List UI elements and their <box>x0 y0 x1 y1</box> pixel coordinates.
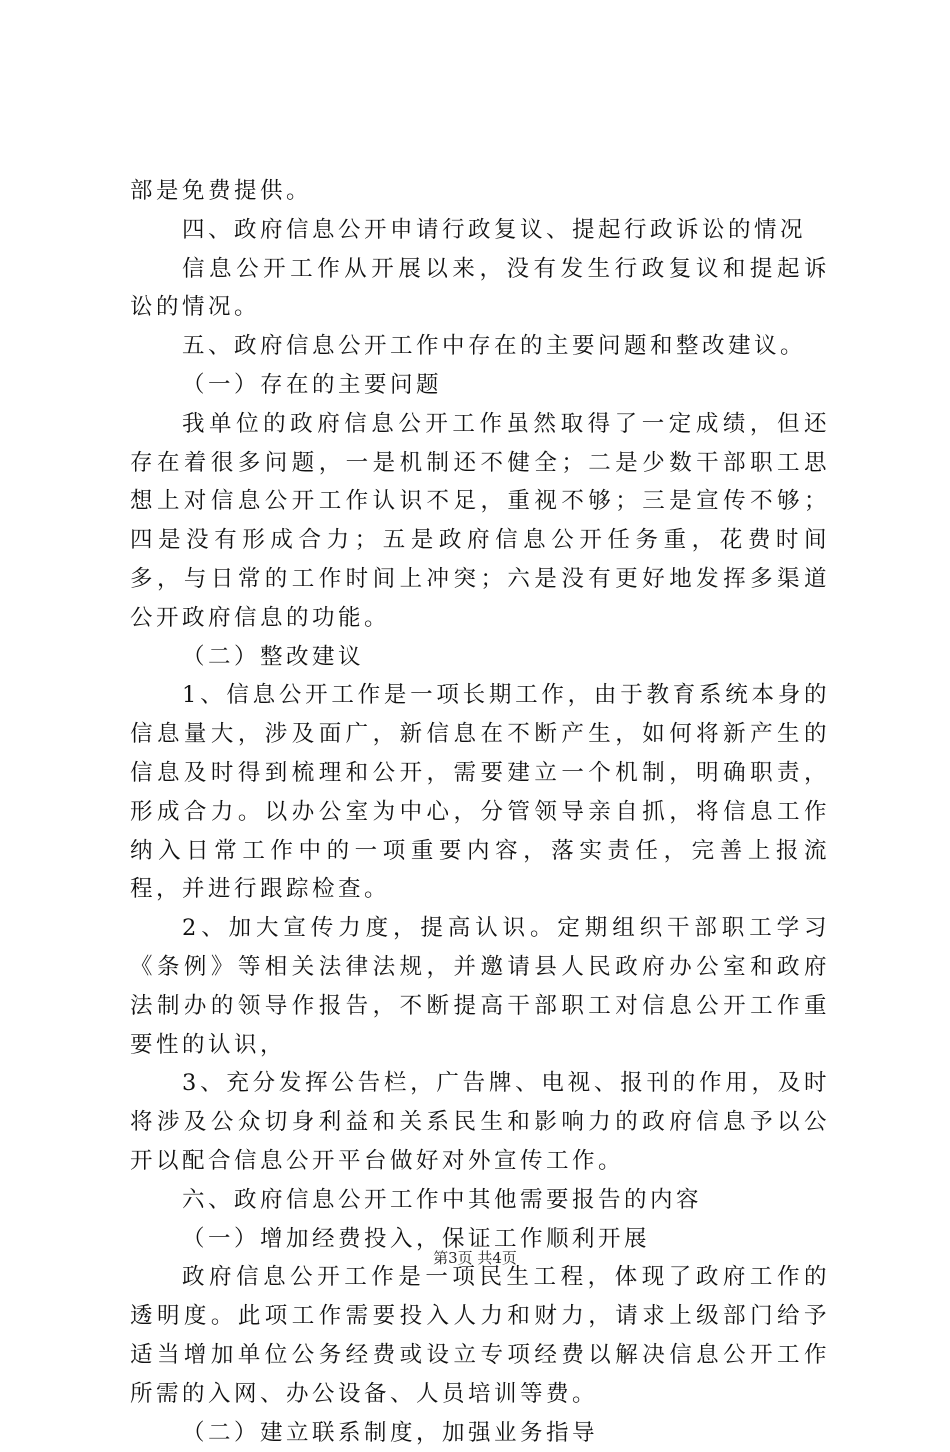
subheading-funding: （一）增加经费投入，保证工作顺利开展 <box>130 1220 830 1259</box>
paragraph-suggestion-1: 1、信息公开工作是一项长期工作，由于教育系统本身的信息量大，涉及面广，新信息在不断产生，如何将新产生的信息及时得到梳理和公开，需要建立一个机制，明确职责，形成合力。以办公室为中心，分管领导亲自抓，将信息工作纳入日常工作中的一项重要内容，落实责任，完善上报流程，并进行跟踪检查。 <box>130 676 830 909</box>
paragraph-no-review: 信息公开工作从开展以来，没有发生行政复议和提起诉讼的情况。 <box>130 250 830 328</box>
paragraph-continuation: 部是免费提供。 <box>130 172 830 211</box>
paragraph-suggestion-3: 3、充分发挥公告栏，广告牌、电视、报刊的作用，及时将涉及公众切身利益和关系民生和影响力的政府信息予以公开以配合信息公开平台做好对外宣传工作。 <box>130 1064 830 1180</box>
paragraph-problems: 我单位的政府信息公开工作虽然取得了一定成绩，但还存在着很多问题，一是机制还不健全；二是少数干部职工思想上对信息公开工作认识不足，重视不够；三是宣传不够；四是没有形成合力；五是政府信息公开任务重，花费时间多，与日常的工作时间上冲突；六是没有更好地发挥多渠道公开政府信息的功能。 <box>130 405 830 638</box>
page-number-footer: 第3页 共4页 <box>0 1247 950 1268</box>
subheading-suggestions: （二）整改建议 <box>130 638 830 677</box>
section-heading-5: 五、政府信息公开工作中存在的主要问题和整改建议。 <box>130 327 830 366</box>
subheading-contact-system: （二）建立联系制度，加强业务指导 <box>130 1414 830 1452</box>
section-heading-6: 六、政府信息公开工作中其他需要报告的内容 <box>130 1181 830 1220</box>
paragraph-suggestion-2: 2、加大宣传力度，提高认识。定期组织干部职工学习《条例》等相关法律法规，并邀请县人民政府办公室和政府法制办的领导作报告，不断提高干部职工对信息公开工作重要性的认识， <box>130 909 830 1064</box>
subheading-problems: （一）存在的主要问题 <box>130 366 830 405</box>
section-heading-4: 四、政府信息公开申请行政复议、提起行政诉讼的情况 <box>130 211 830 250</box>
paragraph-funding: 政府信息公开工作是一项民生工程，体现了政府工作的透明度。此项工作需要投入人力和财力，请求上级部门给予适当增加单位公务经费或设立专项经费以解决信息公开工作所需的入网、办公设备、人员培训等费。 <box>130 1258 830 1413</box>
